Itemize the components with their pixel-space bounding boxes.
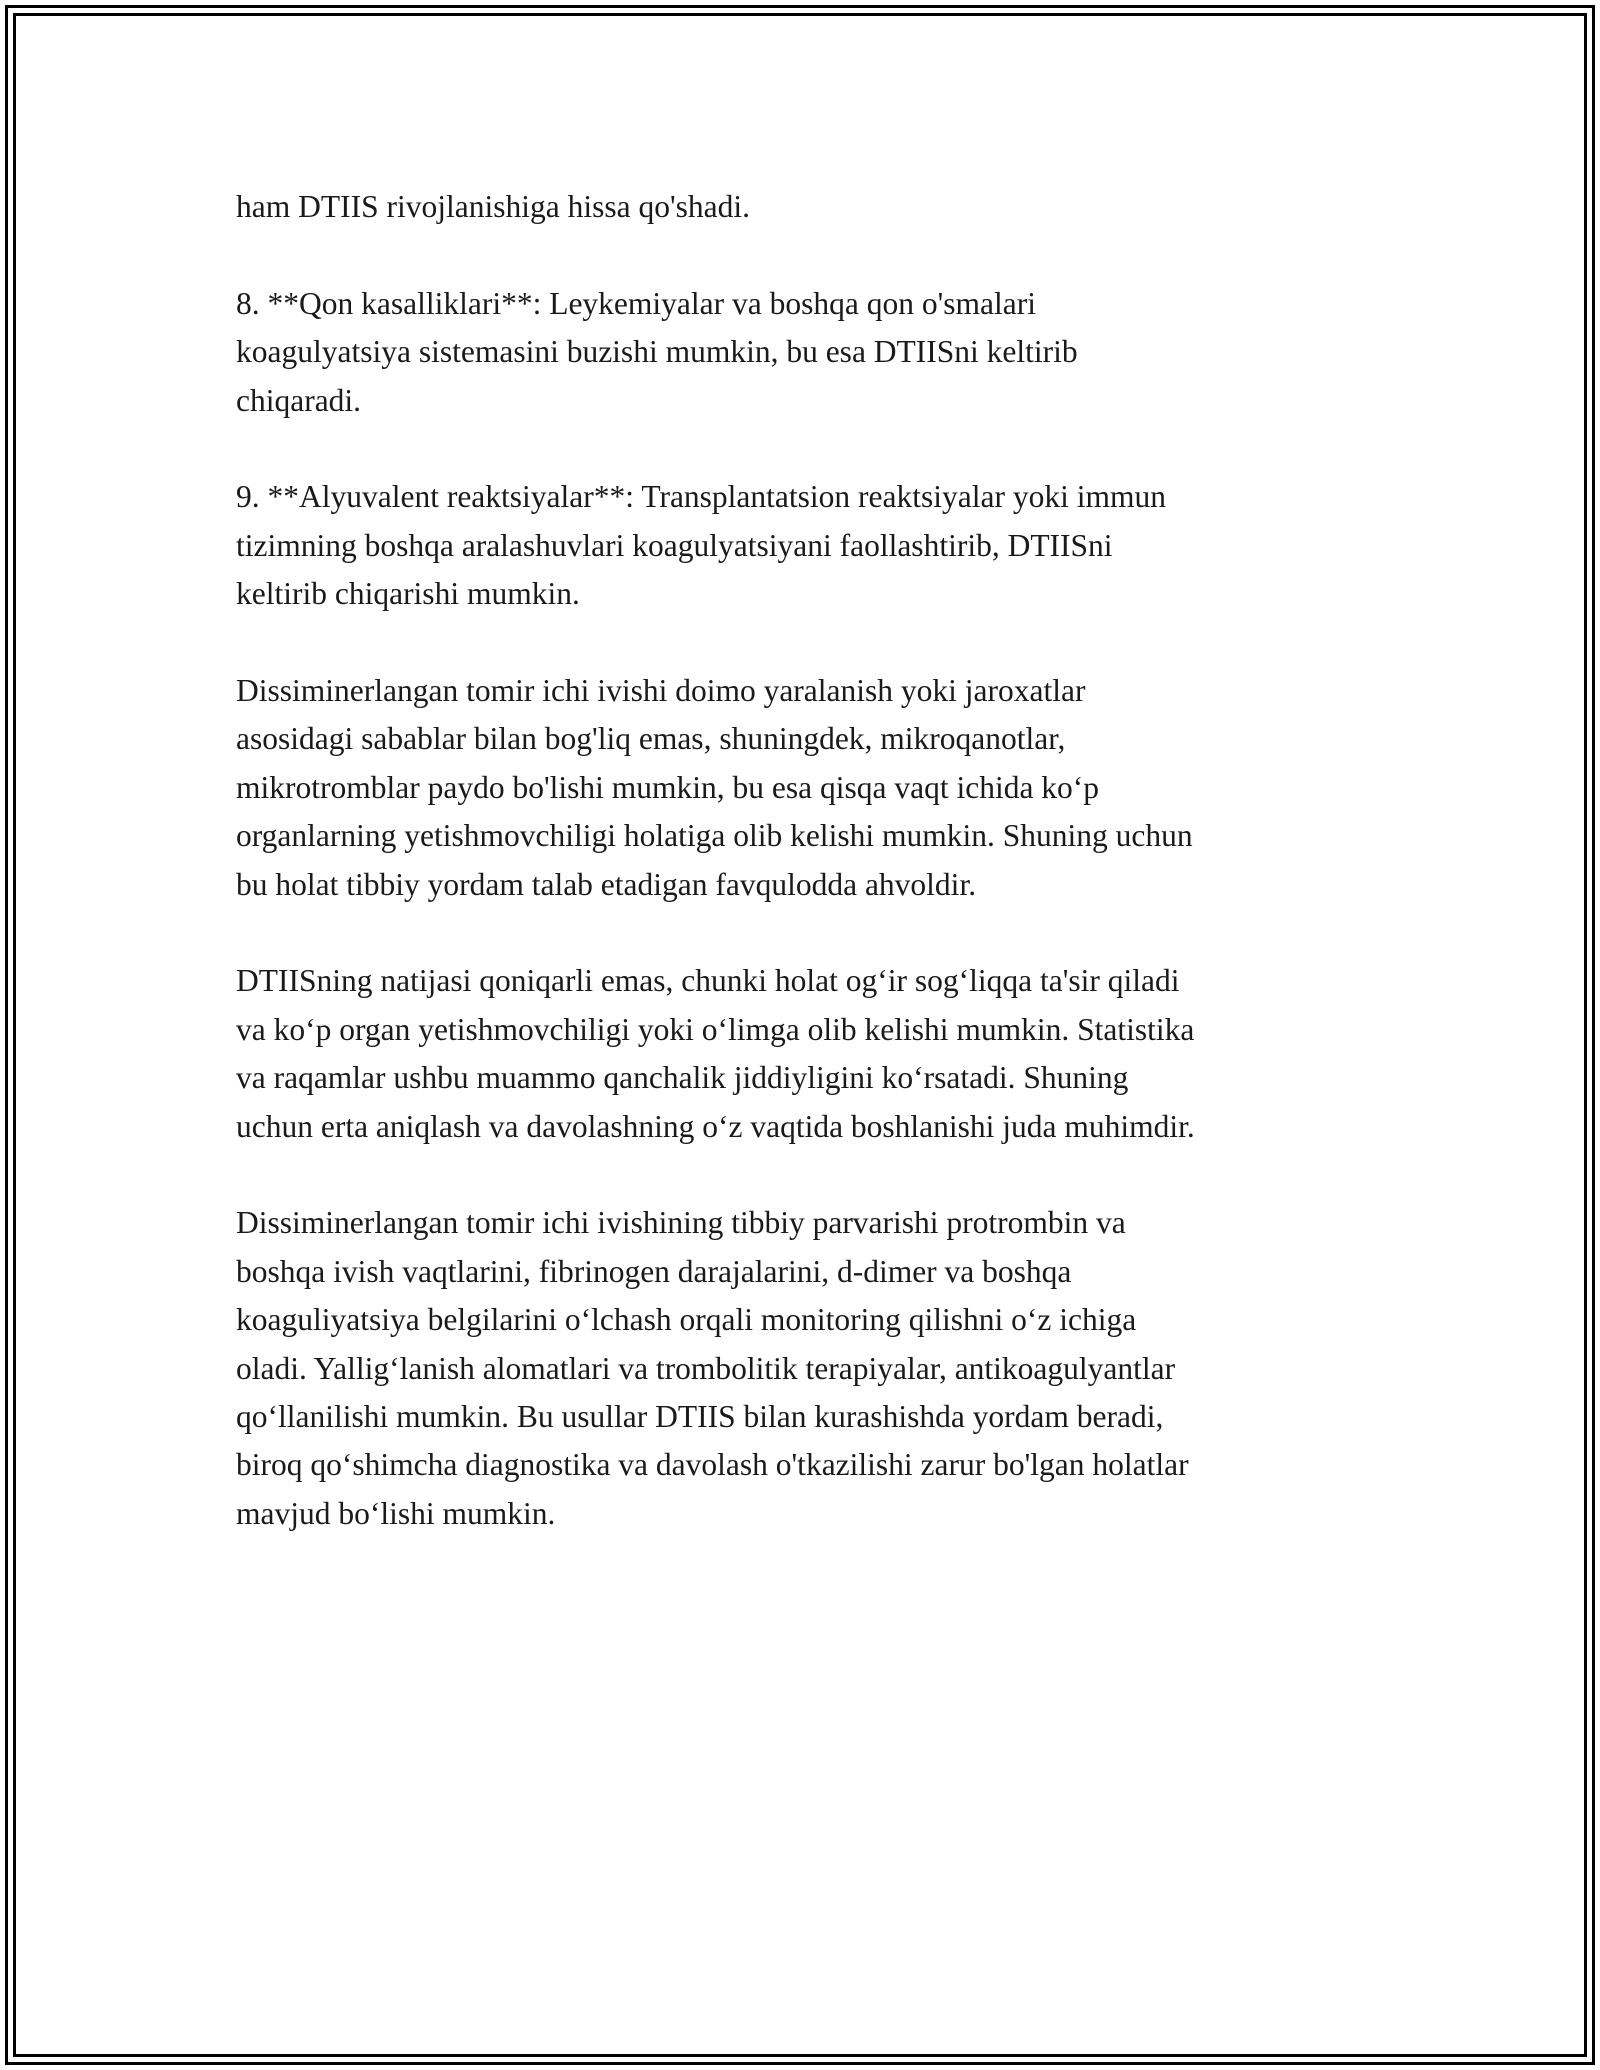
paragraph-continuation: ham DTIIS rivojlanishiga hissa qo'shadi. — [236, 189, 750, 224]
paragraph-item-8-blood-diseases: 8. **Qon kasalliklari**: Leykemiyalar va boshqa qon o'smalari koagulyatsiya sistemasini buzishi mumkin, bu esa DTIISni keltirib chiqaradi. — [236, 285, 1078, 418]
paragraph-item-9-alloreactions: 9. **Alyuvalent reaktsiyalar**: Transplantatsion reaktsiyalar yoki immun tizimning boshqa aralashuvlari koagulyatsiyani faollashtirib, DTIISni keltirib chiqarishi mumkin. — [236, 479, 1166, 612]
paragraph-dic-overview: Dissiminerlangan tomir ichi ivishi doimo yaralanish yoki jaroxatlar asosidagi sabablar bilan bog'liq emas, shuningdek, mikroqanotlar, mikrotromblar paydo bo'lishi mumkin, bu esa qisqa vaqt ichida ko‘p organlarning yetishmovchiligi holatiga olib kelishi mumkin. Shuning uchun bu holat tibbiy yordam talab etadigan favqulodda ahvoldir. — [236, 673, 1193, 902]
paragraph-dic-prognosis: DTIISning natijasi qoniqarli emas, chunki holat og‘ir sog‘liqqa ta'sir qiladi va ko‘p organ yetishmovchiligi yoki o‘limga olib kelishi mumkin. Statistika va raqamlar ushbu muammo qanchalik jiddiyligini ko‘rsatadi. Shuning uchun erta aniqlash va davolashning o‘z vaqtida boshlanishi juda muhimdir. — [236, 963, 1195, 1144]
document-body — [236, 183, 1366, 1538]
paragraph-dic-treatment: Dissiminerlangan tomir ichi ivishining tibbiy parvarishi protrombin va boshqa ivish vaqtlarini, fibrinogen darajalarini, d-dimer va boshqa koaguliyatsiya belgilarini o‘lchash orqali monitoring qilishni o‘z ichiga oladi. Yallig‘lanish alomatlari va trombolitik terapiyalar, antikoagulyantlar qo‘llanilishi mumkin. Bu usullar DTIIS bilan kurashishda yordam beradi, biroq qo‘shimcha diagnostika va davolash o'tkazilishi zarur bo'lgan holatlar mavjud bo‘lishi mumkin. — [236, 1205, 1189, 1531]
